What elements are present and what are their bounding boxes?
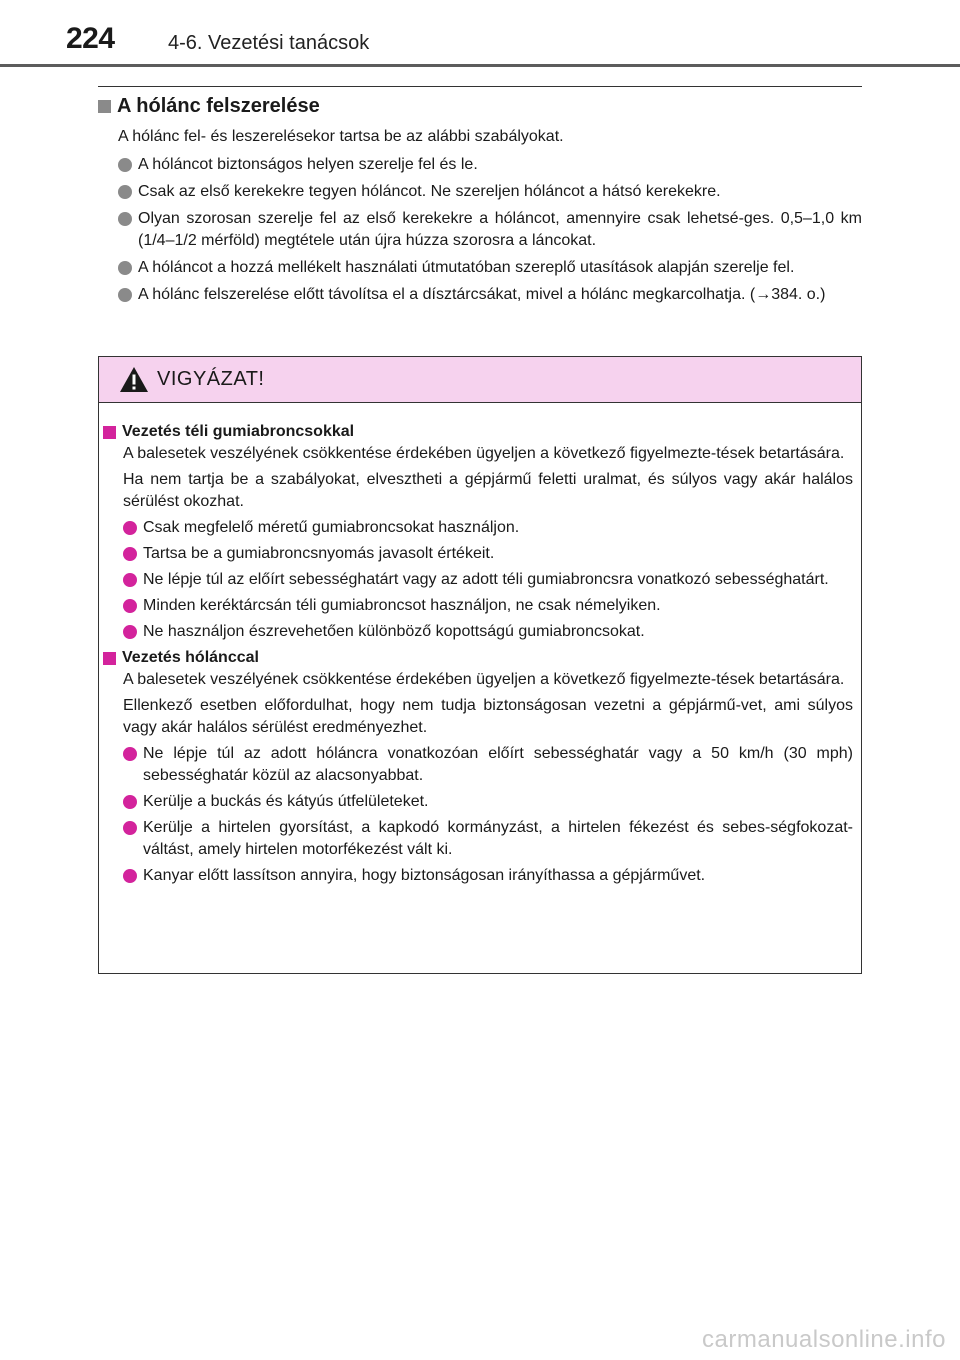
paragraph: Ha nem tartja be a szabályokat, elvesztheti a gépjármű feletti uralmat, és súlyos vagy akár halálos sérülést okozhat. xyxy=(123,471,853,510)
list-item: Ne lépje túl az adott hóláncra vonatkozóan előírt sebességhatár vagy a 50 km/h (30 mph) sebességhatár közül az alacsonyabbat. xyxy=(103,743,853,787)
list-item: Minden keréktárcsán téli gumiabroncsot használjon, ne csak némelyiken. xyxy=(103,595,853,617)
list-item: Ne használjon észrevehetően különböző kopottságú gumiabroncsokat. xyxy=(103,621,853,643)
list-item: Ne lépje túl az előírt sebességhatárt vagy az adott téli gumiabroncsra vonatkozó sebességhatárt. xyxy=(103,569,853,591)
list-item: Csak megfelelő méretű gumiabroncsokat használjon. xyxy=(103,517,853,539)
list-item: Tartsa be a gumiabroncsnyomás javasolt értékeit. xyxy=(103,543,853,565)
page-header xyxy=(0,0,960,70)
bullet-icon xyxy=(118,212,132,226)
section-heading xyxy=(98,95,862,118)
magenta-square-icon xyxy=(103,652,116,665)
list-item: A hólánc felszerelése előtt távolítsa el a dísztárcsákat, mivel a hólánc megkarcolhatja. (→384. o.) xyxy=(98,284,862,306)
list-item: Csak az első kerekekre tegyen hóláncot. Ne szereljen hóláncot a hátsó kerekekre. xyxy=(98,181,862,203)
warning-header xyxy=(99,357,861,403)
snow-chain-section xyxy=(98,86,862,311)
section-bullet-list xyxy=(98,154,862,306)
section-title: A hólánc felszerelése xyxy=(117,95,320,117)
gray-square-icon xyxy=(98,100,111,113)
list-item: Kerülje a buckás és kátyús útfelületeket. xyxy=(103,791,853,813)
bullet-icon xyxy=(123,625,137,639)
list-item: Kerülje a hirtelen gyorsítást, a kapkodó kormányzást, a hirtelen fékezést és sebes-ségfokozat-váltást, amely hirtelen motorfékezést vált ki. xyxy=(103,817,853,861)
header-divider xyxy=(0,64,960,67)
bullet-icon xyxy=(123,599,137,613)
list-item: A hóláncot a hozzá mellékelt használati útmutatóban szereplő utasítások alapján szerelje fel. xyxy=(98,257,862,279)
paragraph: Ellenkező esetben előfordulhat, hogy nem tudja biztonságosan vezetni a gépjármű-vet, ami súlyos vagy akár halálos sérülést eredményezhet. xyxy=(123,697,853,736)
page-number: 224 xyxy=(66,22,115,55)
warning-triangle-icon xyxy=(119,366,149,393)
list-item: A hóláncot biztonságos helyen szerelje fel és le. xyxy=(98,154,862,176)
bullet-icon xyxy=(118,158,132,172)
bullet-icon xyxy=(123,547,137,561)
section-intro: A hólánc fel- és leszerelésekor tartsa be az alábbi szabályokat. xyxy=(118,128,564,145)
winter-tires-heading: Vezetés téli gumiabroncsokkal xyxy=(103,421,853,443)
watermark: carmanualsonline.info xyxy=(702,1326,946,1353)
bullet-icon xyxy=(123,869,137,883)
snow-chains-heading: Vezetés hólánccal xyxy=(103,647,853,669)
bullet-icon xyxy=(123,747,137,761)
warning-title: VIGYÁZAT! xyxy=(157,368,265,390)
bullet-icon xyxy=(123,521,137,535)
warning-box xyxy=(98,356,862,974)
bullet-icon xyxy=(118,288,132,302)
bullet-icon xyxy=(123,795,137,809)
snow-chains-list xyxy=(103,743,853,887)
paragraph: A balesetek veszélyének csökkentése érdekében ügyeljen a következő figyelmezte-tések betartására. xyxy=(123,671,845,688)
bullet-icon xyxy=(123,821,137,835)
warning-body xyxy=(99,403,861,887)
magenta-square-icon xyxy=(103,426,116,439)
chapter-title: 4-6. Vezetési tanácsok xyxy=(168,32,370,54)
list-item: Olyan szorosan szerelje fel az első kerekekre a hóláncot, amennyire csak lehetsé-ges. 0,5–1,0 km (1/4–1/2 mérföld) megtétele után újra húzza szorosra a láncokat. xyxy=(98,208,862,252)
list-item: Kanyar előtt lassítson annyira, hogy biztonságosan irányíthassa a gépjárművet. xyxy=(103,865,853,887)
section-divider xyxy=(98,86,862,87)
bullet-icon xyxy=(118,261,132,275)
bullet-icon xyxy=(118,185,132,199)
winter-tires-list xyxy=(103,517,853,643)
bullet-icon xyxy=(123,573,137,587)
paragraph: A balesetek veszélyének csökkentése érdekében ügyeljen a következő figyelmezte-tések betartására. xyxy=(123,445,845,462)
